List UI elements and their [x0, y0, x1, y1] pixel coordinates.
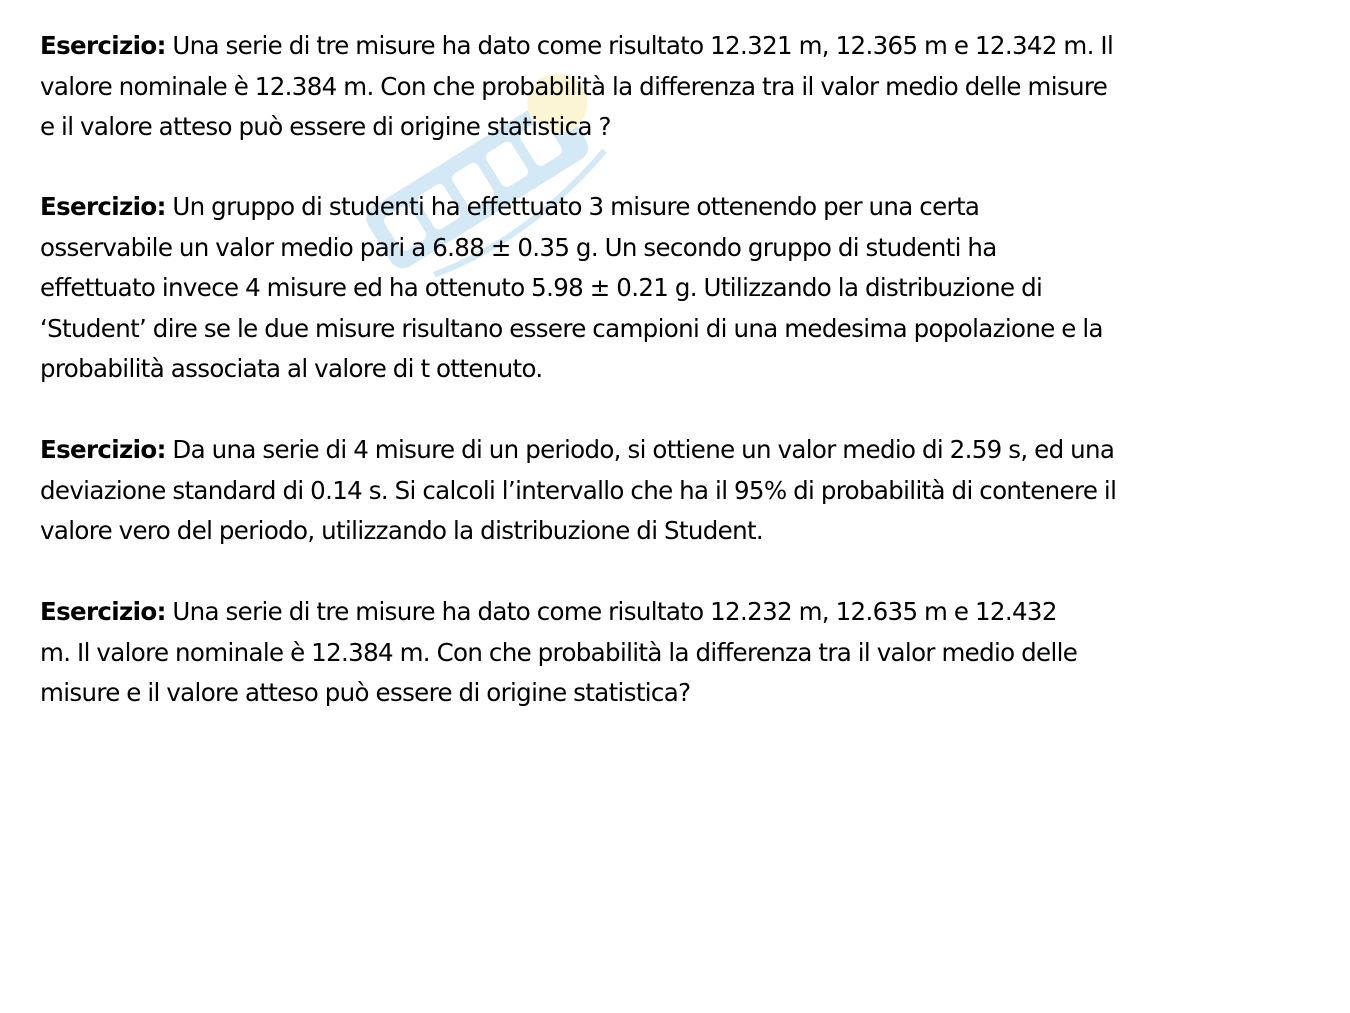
exercise-4-label: Esercizio: [40, 597, 166, 626]
exercise-3-text-3: valore vero del periodo, utilizzando la distribuzione di Student. [40, 516, 764, 545]
exercise-2-line-1 [40, 187, 1315, 228]
exercise-1-text-3: e il valore atteso può essere di origine statistica ? [40, 112, 611, 141]
exercise-2-text-5: probabilità associata al valore di t ottenuto. [40, 354, 543, 383]
exercise-1-text-2: valore nominale è 12.384 m. Con che probabilità la differenza tra il valor medio delle misure [40, 71, 1108, 101]
exercise-4 [40, 592, 1315, 714]
exercise-2 [40, 187, 1315, 390]
exercise-2-text-3: effettuato invece 4 misure ed ha ottenuto 5.98 ± 0.21 g. Utilizzando la distribuzione di [40, 273, 1043, 302]
exercise-2-text-1: Un gruppo di studenti ha effettuato 3 misure ottenendo per una certa [165, 192, 980, 221]
exercise-1 [40, 26, 1315, 148]
exercise-4-line-1 [40, 592, 1315, 633]
exercise-2-text-2: osservabile un valor medio pari a 6.88 ± 0.35 g. Un secondo gruppo di studenti ha [40, 232, 997, 262]
exercise-1-label: Esercizio: [40, 31, 166, 60]
exercise-2-label: Esercizio: [40, 192, 166, 221]
exercise-4-text-1: Una serie di tre misure ha dato come risultato 12.232 m, 12.635 m e 12.432 [165, 597, 1057, 626]
exercise-3-line-1 [40, 430, 1315, 471]
exercise-4-text-3: misure e il valore atteso può essere di origine statistica? [40, 678, 691, 707]
exercise-3-label: Esercizio: [40, 435, 166, 464]
exercise-4-text-2: m. Il valore nominale è 12.384 m. Con che probabilità la differenza tra il valor medio delle [40, 637, 1078, 667]
exercise-3 [40, 430, 1315, 552]
exercise-1-line-1 [40, 26, 1315, 67]
exercise-2-text-4: ‘Student’ dire se le due misure risultano essere campioni di una medesima popolazione e la [40, 313, 1103, 343]
exercise-3-text-2: deviazione standard di 0.14 s. Si calcoli l’intervallo che ha il 95% di probabilità di contenere il [40, 475, 1117, 505]
exercise-3-text-1: Da una serie di 4 misure di un periodo, si ottiene un valor medio di 2.59 s, ed una [165, 435, 1115, 464]
exercise-1-text-1: Una serie di tre misure ha dato come risultato 12.321 m, 12.365 m e 12.342 m. Il [165, 31, 1114, 60]
